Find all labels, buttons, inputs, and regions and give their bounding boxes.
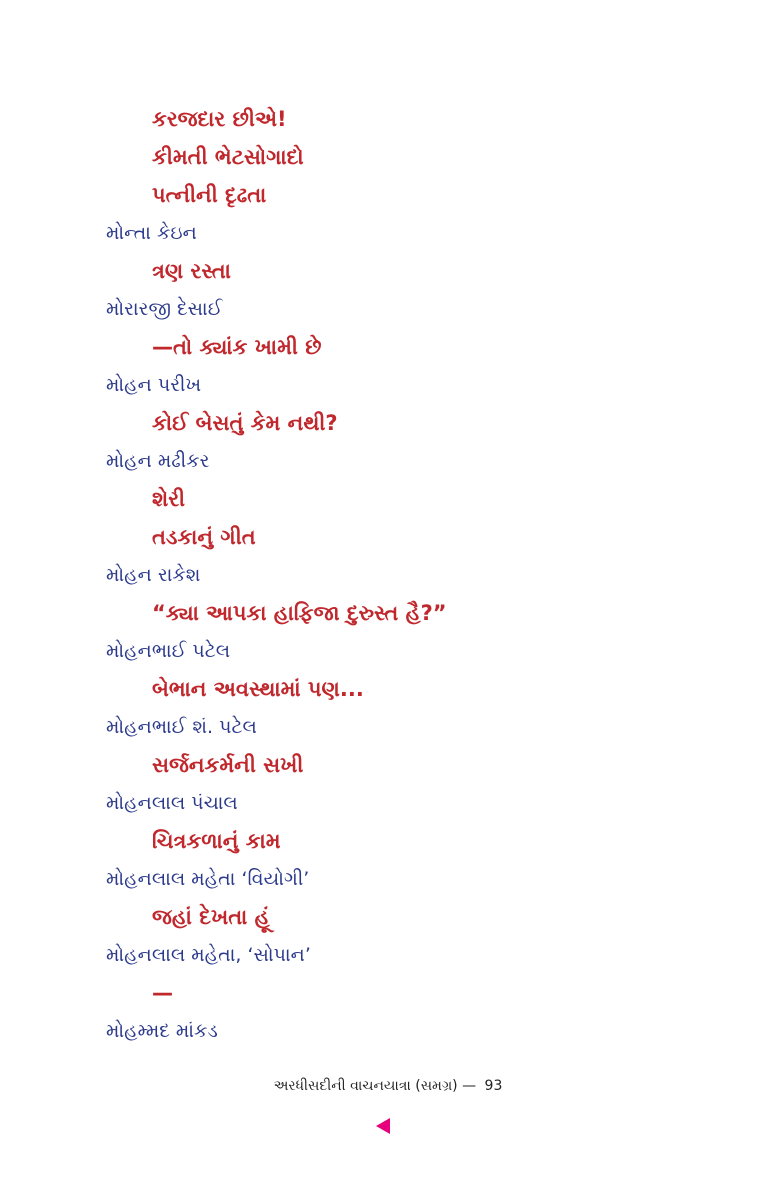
author-name: મોહન રાકેશ xyxy=(106,564,201,586)
article-title: —તો ક્યાંક ખામી છે xyxy=(152,335,322,359)
article-title: — xyxy=(152,981,173,1005)
article-title: સર્જનકર્મની સખી xyxy=(152,753,304,777)
article-title: ચિત્રકળાનું કામ xyxy=(152,829,281,853)
article-title: “ક્યા આપકા હાફિજા દુરુસ્ત હૈ?” xyxy=(152,601,447,625)
article-title: તડકાનું ગીત xyxy=(152,525,256,549)
article-title: પત્નીની દૃઢતા xyxy=(152,183,267,207)
article-title: બેભાન અવસ્થામાં પણ... xyxy=(152,677,364,701)
author-name: મોહન મઢીકર xyxy=(106,450,210,472)
article-title: કીમતી ભેટસોગાદો xyxy=(152,145,304,169)
previous-page-arrow-icon[interactable] xyxy=(376,1118,390,1134)
author-name: મોહન પરીખ xyxy=(106,374,202,396)
author-name: મોહનભાઈ પટેલ xyxy=(106,640,231,662)
article-title: ત્રણ રસ્તા xyxy=(152,259,231,283)
author-name: મોહનલાલ મહેતા ‘વિયોગી’ xyxy=(106,868,310,890)
article-title: કરજદાર છીએ! xyxy=(152,107,287,131)
article-title: જહાં દેખતા હૂં xyxy=(152,905,270,929)
article-title: કોઈ બેસતું કેમ નથી? xyxy=(152,411,338,435)
author-name: મોહનલાલ પંચાલ xyxy=(106,792,238,814)
author-name: મોહનલાલ મહેતા, ‘સોપાન’ xyxy=(106,944,311,966)
page-footer xyxy=(0,1078,776,1094)
article-title: શેરી xyxy=(152,487,186,511)
footer-book-title: અરધીસદીની વાચનયાત્રા (સમગ્ર) — xyxy=(273,1078,477,1094)
page-number: 93 xyxy=(484,1078,503,1094)
index-entries xyxy=(0,100,776,1050)
author-name: મોન્તા કેઇન xyxy=(106,222,197,244)
author-name: મોહનભાઈ શં. પટેલ xyxy=(106,716,257,738)
author-name: મોરારજી દેસાઈ xyxy=(106,298,223,320)
author-name: મોહમ્મદ માંકડ xyxy=(106,1020,218,1042)
